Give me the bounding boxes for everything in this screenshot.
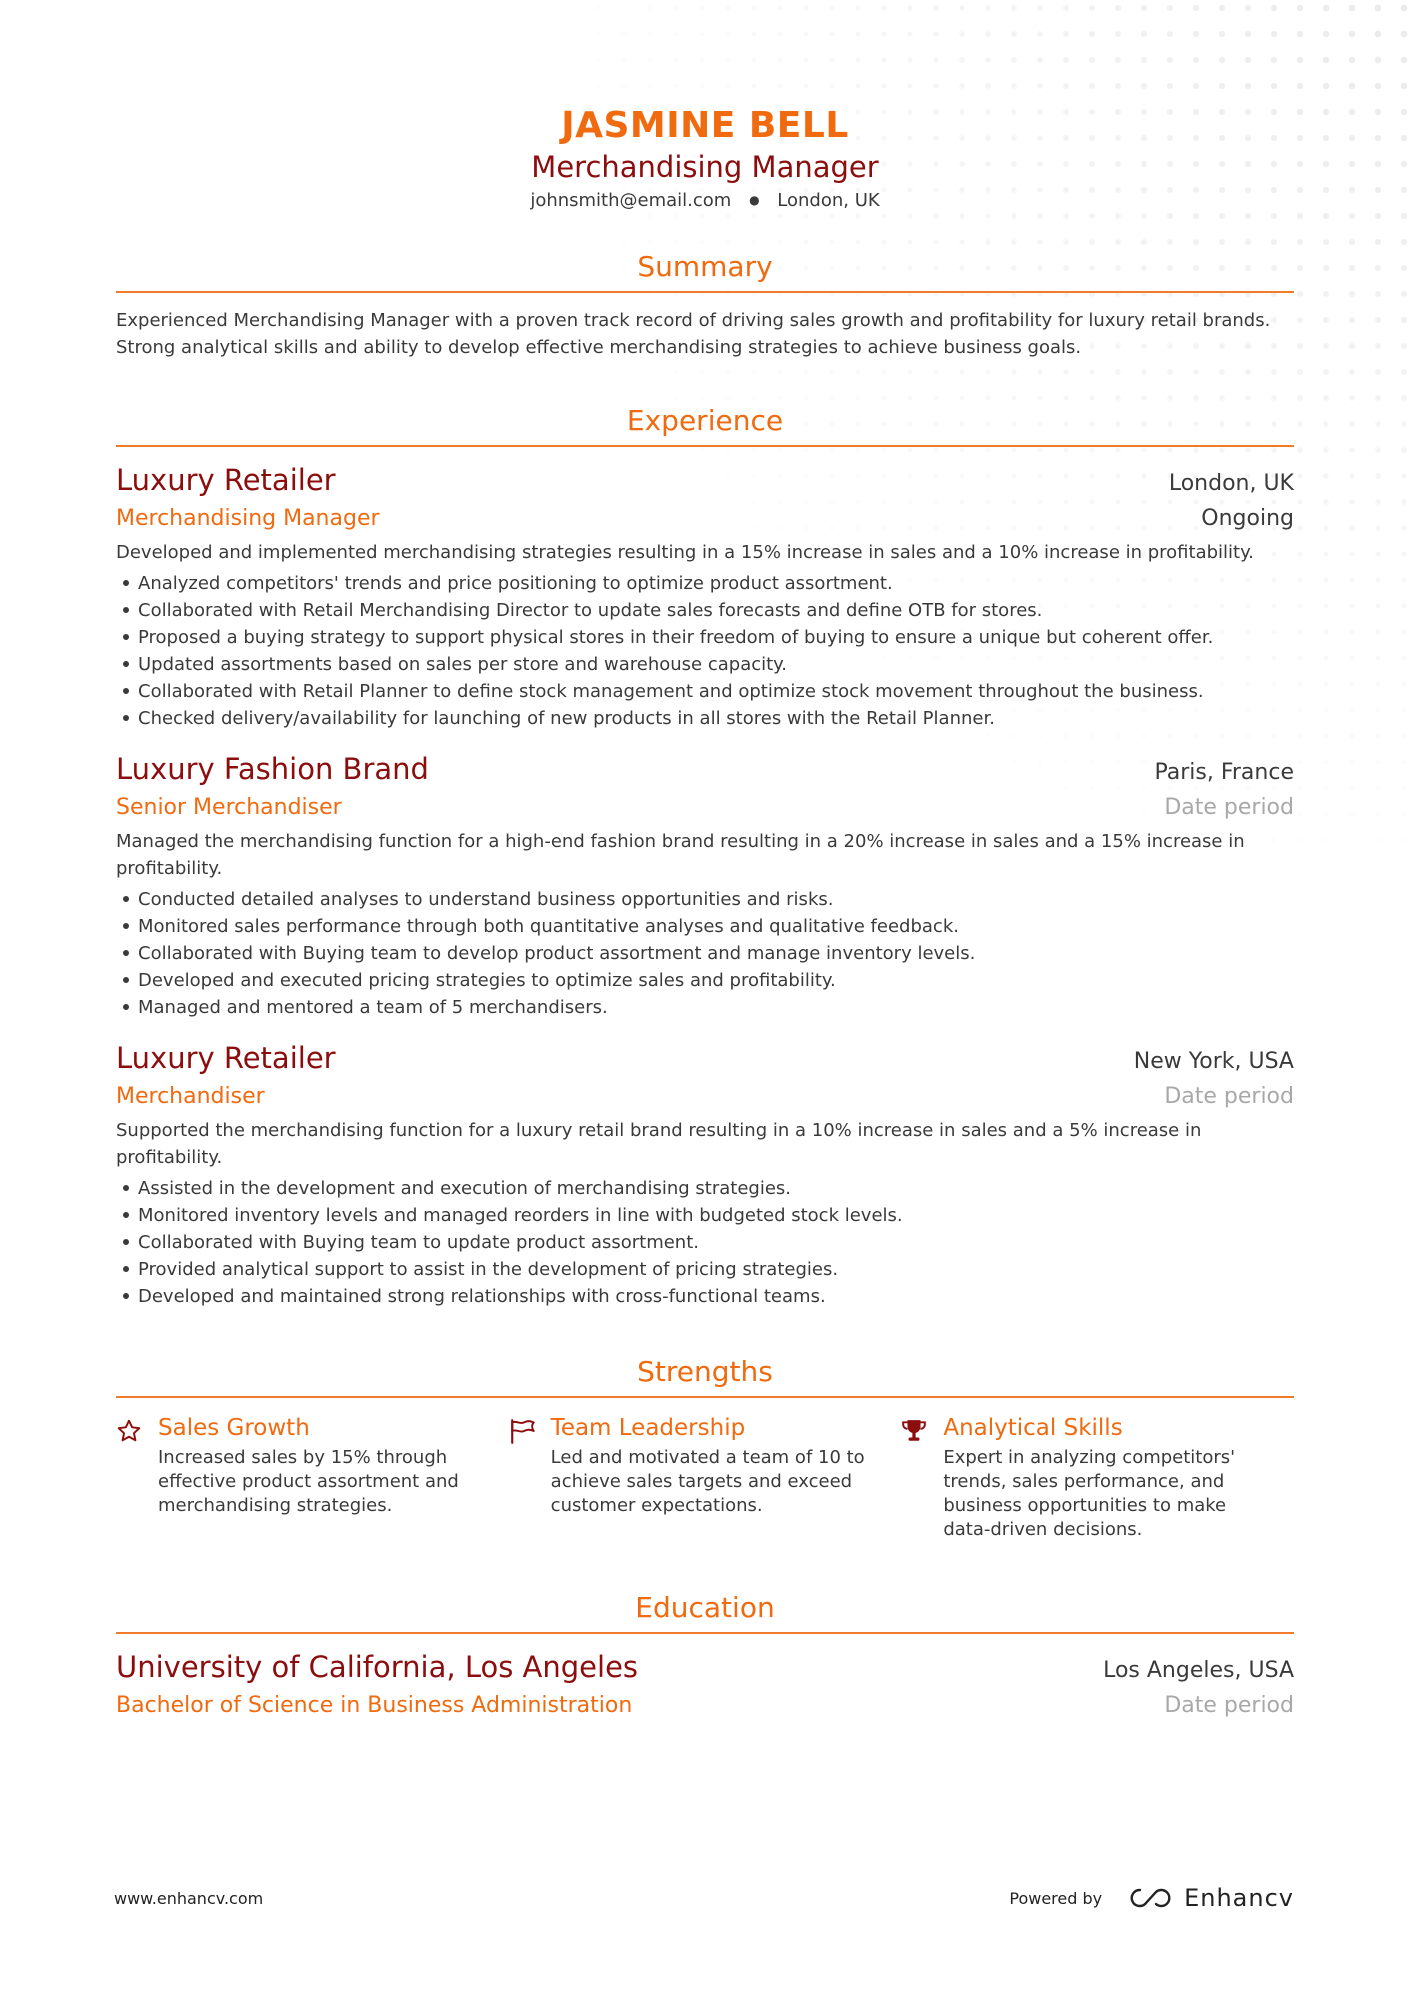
job-bullets [116, 886, 1294, 1021]
bullet-item: Collaborated with Buying team to develop product assortment and manage inventory levels. [116, 940, 1294, 967]
contact-info [116, 188, 1294, 215]
strength-title: Sales Growth [158, 1415, 310, 1441]
education-section [116, 1590, 1294, 1722]
strengths-heading: Strengths [116, 1354, 1294, 1398]
bullet-item: Checked delivery/availability for launching of new products in all stores with the Retail Planner. [116, 705, 1294, 732]
education-entry [116, 1648, 1294, 1722]
resume-page [116, 0, 1294, 1722]
resume-header [116, 0, 1294, 215]
bullet-item: Conducted detailed analyses to understand business opportunities and risks. [116, 886, 1294, 913]
job-period: Date period [1164, 1084, 1294, 1109]
summary-heading: Summary [116, 249, 1294, 293]
bullet-item: Assisted in the development and execution of merchandising strategies. [116, 1175, 1294, 1202]
experience-entry [116, 1039, 1294, 1310]
bullet-item: Developed and maintained strong relationships with cross-functional teams. [116, 1283, 1294, 1310]
bullet-item: Collaborated with Retail Merchandising Director to update sales forecasts and define OTB for stores. [116, 597, 1294, 624]
company-name: Luxury Retailer [116, 463, 336, 497]
experience-section [116, 403, 1294, 1310]
brand-name: Enhancv [1184, 1884, 1294, 1912]
company-name: Luxury Retailer [116, 1041, 336, 1075]
school-name: University of California, Los Angeles [116, 1650, 639, 1684]
brand-logo[interactable] [1128, 1884, 1294, 1912]
contact-email[interactable]: johnsmith@email.com [530, 190, 732, 211]
bullet-item: Proposed a buying strategy to support physical stores in their freedom of buying to ensure a unique but coherent offer. [116, 624, 1294, 651]
bullet-item: Developed and executed pricing strategies to optimize sales and profitability. [116, 967, 1294, 994]
summary-section [116, 249, 1294, 361]
strength-description: Expert in analyzing competitors' trends, sales performance, and business opportunities to make data-driven decisions. [943, 1447, 1236, 1540]
bullet-item: Monitored sales performance through both quantitative analyses and qualitative feedback. [116, 913, 1294, 940]
bullet-item: Collaborated with Retail Planner to define stock management and optimize stock movement throughout the business. [116, 678, 1294, 705]
job-location: Paris, France [1154, 760, 1294, 785]
contact-location: London, UK [777, 190, 880, 211]
job-period: Date period [1164, 795, 1294, 820]
strengths-section [116, 1354, 1294, 1542]
experience-entry [116, 461, 1294, 732]
footer-url[interactable]: www.enhancv.com [114, 1888, 264, 1908]
job-role: Merchandising Manager [116, 506, 380, 531]
degree-name: Bachelor of Science in Business Administration [116, 1693, 633, 1718]
candidate-name: JASMINE BELL [561, 105, 849, 146]
powered-by-label: Powered by [1009, 1888, 1103, 1908]
bullet-item: Analyzed competitors' trends and price positioning to optimize product assortment. [116, 570, 1294, 597]
job-role: Merchandiser [116, 1084, 265, 1109]
bullet-item: Managed and mentored a team of 5 merchandisers. [116, 994, 1294, 1021]
job-location: London, UK [1168, 471, 1294, 496]
strength-title: Analytical Skills [943, 1415, 1123, 1441]
strength-item [116, 1412, 509, 1542]
bullet-item: Updated assortments based on sales per store and warehouse capacity. [116, 651, 1294, 678]
trophy-icon [901, 1412, 943, 1542]
job-role: Senior Merchandiser [116, 795, 342, 820]
flag-icon [509, 1412, 551, 1542]
bullet-item: Monitored inventory levels and managed reorders in line with budgeted stock levels. [116, 1202, 1294, 1229]
job-bullets [116, 1175, 1294, 1310]
job-description: Developed and implemented merchandising strategies resulting in a 15% increase in sales and a 10% increase in profitability. [116, 542, 1254, 563]
job-period: Ongoing [1201, 506, 1294, 531]
strength-description: Led and motivated a team of 10 to achieve sales targets and exceed customer expectations. [550, 1447, 865, 1516]
bullet-item: Provided analytical support to assist in the development of pricing strategies. [116, 1256, 1294, 1283]
summary-text: Experienced Merchandising Manager with a proven track record of driving sales growth and profitability for luxury retail brands. Strong analytical skills and ability to develop effective merchandising strategies to achieve business goals. [116, 310, 1271, 358]
candidate-title: Merchandising Manager [531, 150, 879, 184]
powered-by [1009, 1884, 1294, 1912]
job-location: New York, USA [1133, 1049, 1294, 1074]
education-heading: Education [116, 1590, 1294, 1634]
star-icon [116, 1412, 158, 1542]
strength-description: Increased sales by 15% through effective product assortment and merchandising strategies. [158, 1447, 459, 1516]
company-name: Luxury Fashion Brand [116, 752, 429, 786]
page-footer [114, 1878, 1294, 1918]
strength-title: Team Leadership [550, 1415, 746, 1441]
contact-separator: ● [749, 193, 760, 207]
job-description: Supported the merchandising function for a luxury retail brand resulting in a 10% increase in sales and a 5% increase in profitability. [116, 1120, 1202, 1168]
job-bullets [116, 570, 1294, 732]
strengths-list [116, 1412, 1294, 1542]
experience-heading: Experience [116, 403, 1294, 447]
enhancv-logo-icon [1128, 1886, 1174, 1910]
strength-item [901, 1412, 1294, 1542]
bullet-item: Collaborated with Buying team to update product assortment. [116, 1229, 1294, 1256]
experience-entry [116, 750, 1294, 1021]
education-period: Date period [1164, 1693, 1294, 1718]
strength-item [509, 1412, 902, 1542]
school-location: Los Angeles, USA [1103, 1658, 1294, 1683]
job-description: Managed the merchandising function for a high-end fashion brand resulting in a 20% increase in sales and a 15% increase in profitability. [116, 831, 1245, 879]
